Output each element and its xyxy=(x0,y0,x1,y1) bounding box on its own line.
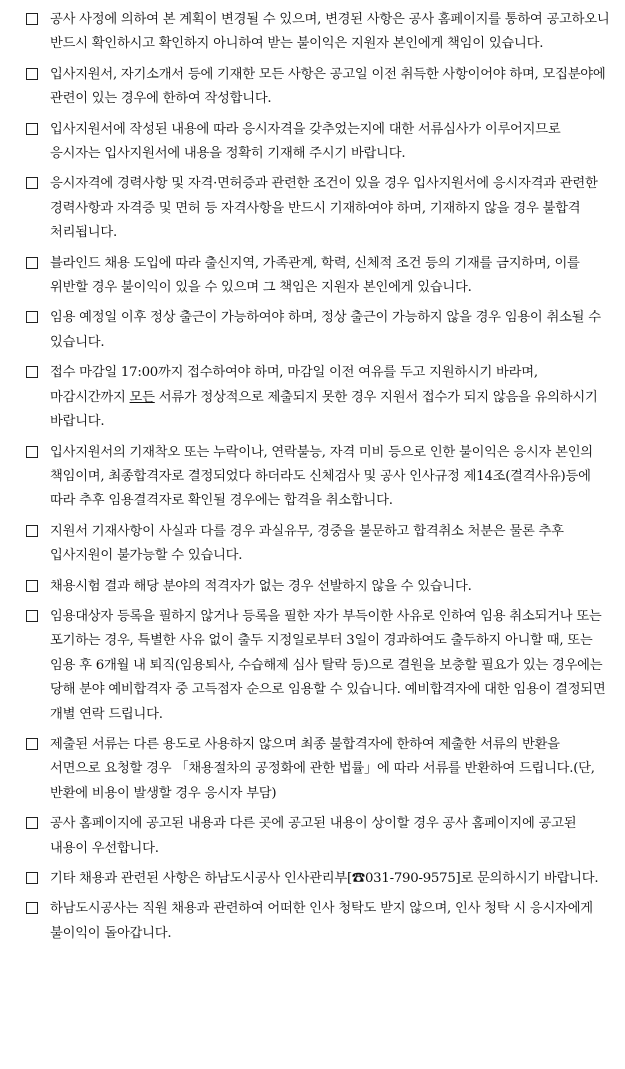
notice-item xyxy=(26,361,611,434)
notice-item xyxy=(26,252,611,301)
checkbox-icon xyxy=(26,902,38,914)
checkbox-icon xyxy=(26,872,38,884)
notice-text-part: 접수 마감일 17:00까지 접수하여야 하며, 마감일 이전 여유를 두고 지원하시기 바라며, 마감시간까지 xyxy=(50,365,538,405)
notice-text: 채용시험 결과 해당 분야의 적격자가 없는 경우 선발하지 않을 수 있습니다. xyxy=(50,578,472,594)
notice-item xyxy=(26,867,611,891)
notice-text: 입사지원서에 작성된 내용에 따라 응시자격을 갖추었는지에 대한 서류심사가 이루어지므로 응시자는 입사지원서에 내용을 정확히 기재해 주시기 바랍니다. xyxy=(50,121,561,162)
notice-text: 입사지원서의 기재착오 또는 누락이나, 연락불능, 자격 미비 등으로 인한 불이익은 응시자 본인의 책임이며, 최종합격자로 결정되었다 하더라도 신체검사 및 공사 인사규정 제14조(결격사유)등에 따라 추후 임용결격자로 확인될 경우에는 합격을 취소합니다. xyxy=(50,444,593,509)
notice-item xyxy=(26,8,611,57)
notice-text: 임용대상자 등록을 필하지 않거나 등록을 필한 자가 부득이한 사유로 인하여 임용 취소되거나 또는 포기하는 경우, 특별한 사유 없이 출두 지정일로부터 3일이 경과하여도 출두하지 아니할 때, 또는 임용 후 6개월 내 퇴직(임용퇴사, 수습해제 심사 탈락 등)으로 결원을 보충할 필요가 있는 경우에는 당해 분야 예비합격자 중 고득점자 순으로 임용할 수 있습니다. 예비합격자에 대한 임용이 결정되면 개별 연락 드립니다. xyxy=(50,608,606,722)
notice-item xyxy=(26,441,611,514)
notice-text: 공사 홈페이지에 공고된 내용과 다른 곳에 공고된 내용이 상이할 경우 공사 홈페이지에 공고된 내용이 우선합니다. xyxy=(50,816,577,856)
checkbox-icon xyxy=(26,68,38,80)
underlined-word: 모든 xyxy=(129,389,155,405)
notice-text-part: 서류가 정상적으로 제출되지 못한 경우 지원서 접수가 되지 않음을 유의하시기 바랍니다. xyxy=(50,389,598,430)
checkbox-icon xyxy=(26,446,38,458)
checkbox-icon xyxy=(26,177,38,189)
notice-text: 입사지원서, 자기소개서 등에 기재한 모든 사항은 공고일 이전 취득한 사항이어야 하며, 모집분야에 관련이 있는 경우에 한하여 작성합니다. xyxy=(50,66,606,107)
notice-item xyxy=(26,897,611,946)
notice-text: 응시자격에 경력사항 및 자격·면허증과 관련한 조건이 있을 경우 입사지원서에 응시자격과 관련한 경력사항과 자격증 및 면허 등 자격사항을 반드시 기재하여야 하며, 기재하지 않을 경우 불합격 처리됩니다. xyxy=(50,176,598,241)
notice-item xyxy=(26,118,611,167)
notice-item xyxy=(26,575,611,599)
checkbox-icon xyxy=(26,580,38,592)
checkbox-icon xyxy=(26,13,38,25)
checkbox-icon xyxy=(26,366,38,378)
notice-item xyxy=(26,520,611,569)
notice-item xyxy=(26,605,611,727)
checkbox-icon xyxy=(26,738,38,750)
notice-item xyxy=(26,733,611,806)
notice-text: 제출된 서류는 다른 용도로 사용하지 않으며 최종 불합격자에 한하여 제출한 서류의 반환을 서면으로 요청할 경우 「채용절차의 공정화에 관한 법률」에 따라 서류를 반환하여 드립니다.(단, 반환에 비용이 발생할 경우 응시자 부담) xyxy=(50,736,595,801)
notice-text xyxy=(50,361,611,434)
checkbox-icon xyxy=(26,123,38,135)
checkbox-icon xyxy=(26,311,38,323)
checkbox-icon xyxy=(26,817,38,829)
notice-text: 블라인드 채용 도입에 따라 출신지역, 가족관계, 학력, 신체적 조건 등의 기재를 금지하며, 이를 위반할 경우 불이익이 있을 수 있으며 그 책임은 지원자 본인에게 있습니다. xyxy=(50,255,580,296)
notice-item xyxy=(26,306,611,355)
notice-item xyxy=(26,63,611,112)
checkbox-icon xyxy=(26,610,38,622)
notice-text: 기타 채용과 관련된 사항은 하남도시공사 인사관리부[☎031-790-9575]로 문의하시기 바랍니다. xyxy=(50,871,599,886)
checkbox-icon xyxy=(26,525,38,537)
notice-text: 임용 예정일 이후 정상 출근이 가능하여야 하며, 정상 출근이 가능하지 않을 경우 임용이 취소될 수 있습니다. xyxy=(50,310,601,350)
notice-text: 공사 사정에 의하여 본 계획이 변경될 수 있으며, 변경된 사항은 공사 홈페이지를 통하여 공고하오니 반드시 확인하시고 확인하지 아니하여 받는 불이익은 지원자 본인에게 책임이 있습니다. xyxy=(50,12,610,52)
notice-text: 하남도시공사는 직원 채용과 관련하여 어떠한 인사 청탁도 받지 않으며, 인사 청탁 시 응시자에게 불이익이 돌아갑니다. xyxy=(50,901,593,941)
checkbox-icon xyxy=(26,257,38,269)
notice-item xyxy=(26,812,611,861)
notice-text: 지원서 기재사항이 사실과 다를 경우 과실유무, 경중을 불문하고 합격취소 처분은 물론 추후 입사지원이 불가능할 수 있습니다. xyxy=(50,523,564,564)
notice-item xyxy=(26,172,611,245)
